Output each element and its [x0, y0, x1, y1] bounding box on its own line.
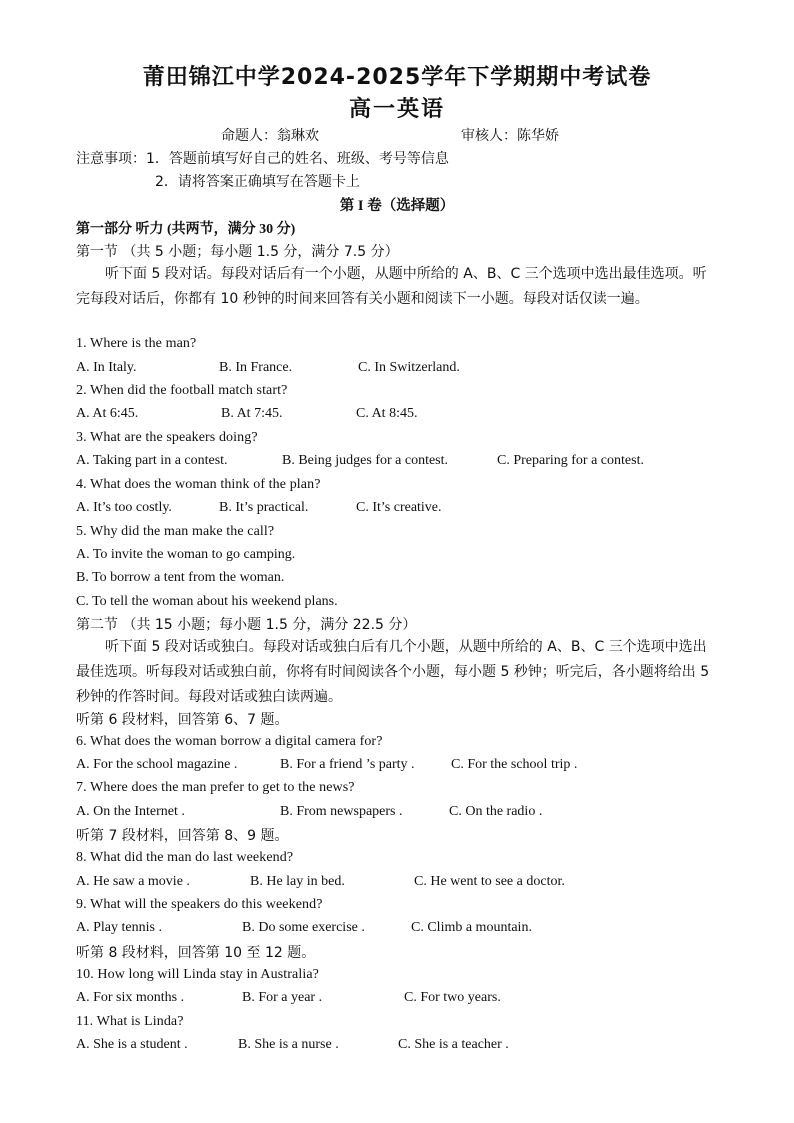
- question-8-option-b: B. He lay in bed.: [250, 874, 345, 889]
- question-2-stem: 2. When did the football match start?: [76, 383, 288, 398]
- question-3-stem: 3. What are the speakers doing?: [76, 430, 258, 445]
- volume-title: 第 I 卷（选择题）: [339, 198, 455, 214]
- question-8-option-a: A. He saw a movie .: [76, 874, 190, 889]
- question-7-option-c: C. On the radio .: [449, 804, 543, 819]
- exam-subject: 高一英语: [348, 97, 445, 122]
- part1-title: 第一部分 听力 (共两节，满分 30 分): [76, 222, 296, 237]
- question-8-stem: 8. What did the man do last weekend?: [76, 850, 294, 865]
- question-1-option-c: C. In Switzerland.: [358, 360, 460, 375]
- question-9-option-a: A. Play tennis .: [76, 920, 162, 935]
- setter-label: 命题人：翁琳欢: [221, 128, 319, 144]
- question-10-option-a: A. For six months .: [76, 990, 185, 1005]
- question-10-option-c: C. For two years.: [404, 990, 501, 1005]
- section2-instructions: 听下面 5 段对话或独白。每段对话或独白后有几个小题，从题中所给的 A、B、C 三个选项中选出最佳选项。听每段对话或独白前，你将有时间阅读各个小题，每小题 5 秒钟；听完后，各小题将给出 5 秒钟的作答时间。每段对话或独白读两遍。: [76, 639, 710, 705]
- exam-title: 莆田锦江中学2024-2025学年下学期期中考试卷: [142, 65, 652, 90]
- question-3-option-b: B. Being judges for a contest.: [282, 453, 449, 468]
- question-6-option-c: C. For the school trip .: [451, 757, 578, 772]
- question-9-stem: 9. What will the speakers do this weekend?: [76, 897, 323, 912]
- question-2-option-c: C. At 8:45.: [356, 406, 418, 421]
- question-1-option-a: A. In Italy.: [76, 360, 137, 375]
- question-4-option-b: B. It’s practical.: [219, 500, 309, 515]
- question-11-option-b: B. She is a nurse .: [238, 1037, 339, 1052]
- question-4-option-a: A. It’s too costly.: [76, 500, 172, 515]
- notice-lead: 注意事项：: [76, 151, 146, 167]
- question-7-option-b: B. From newspapers .: [280, 804, 403, 819]
- question-1-option-b: B. In France.: [219, 360, 293, 375]
- section1-instructions: 听下面 5 段对话。每段对话后有一个小题，从题中所给的 A、B、C 三个选项中选出最佳选项。听完每段对话后，你都有 10 秒钟的时间来回答有关小题和阅读下一小题。每段对话仅读一遍。: [76, 266, 707, 307]
- question-10-stem: 10. How long will Linda stay in Australia?: [76, 967, 319, 982]
- question-11-stem: 11. What is Linda?: [76, 1014, 184, 1029]
- question-3-option-c: C. Preparing for a contest.: [497, 453, 644, 468]
- material-8-note: 听第 8 段材料，回答第 10 至 12 题。: [76, 945, 316, 961]
- question-11-option-c: C. She is a teacher .: [398, 1037, 509, 1052]
- question-10-option-b: B. For a year .: [242, 990, 323, 1005]
- question-3-option-a: A. Taking part in a contest.: [76, 453, 228, 468]
- question-8-option-c: C. He went to see a doctor.: [414, 874, 565, 889]
- question-5-option-c: C. To tell the woman about his weekend plans.: [76, 594, 338, 609]
- section2-title: 第二节 （共 15 小题；每小题 1.5 分，满分 22.5 分）: [76, 617, 417, 633]
- material-7-note: 听第 7 段材料，回答第 8、9 题。: [76, 828, 289, 844]
- section1-title: 第一节 （共 5 小题；每小题 1.5 分，满分 7.5 分）: [76, 244, 399, 260]
- notice-item-1: 1．答题前填写好自己的姓名、班级、考号等信息: [146, 151, 449, 167]
- question-2-option-b: B. At 7:45.: [221, 406, 283, 421]
- question-6-option-a: A. For the school magazine .: [76, 757, 238, 772]
- notice-line-1: [76, 148, 449, 168]
- question-9-option-c: C. Climb a mountain.: [411, 920, 532, 935]
- question-6-option-b: B. For a friend ’s party .: [280, 757, 415, 772]
- question-7-stem: 7. Where does the man prefer to get to the news?: [76, 780, 355, 795]
- question-5-option-b: B. To borrow a tent from the woman.: [76, 570, 285, 585]
- question-4-stem: 4. What does the woman think of the plan?: [76, 477, 321, 492]
- notice-item-2: 2．请将答案正确填写在答题卡上: [155, 174, 360, 190]
- question-5-option-a: A. To invite the woman to go camping.: [76, 547, 296, 562]
- question-6-stem: 6. What does the woman borrow a digital camera for?: [76, 734, 383, 749]
- question-2-option-a: A. At 6:45.: [76, 406, 139, 421]
- question-1-stem: 1. Where is the man?: [76, 336, 197, 351]
- question-7-option-a: A. On the Internet .: [76, 804, 185, 819]
- material-6-note: 听第 6 段材料，回答第 6、7 题。: [76, 712, 289, 728]
- question-11-option-a: A. She is a student .: [76, 1037, 188, 1052]
- question-9-option-b: B. Do some exercise .: [242, 920, 365, 935]
- question-5-stem: 5. Why did the man make the call?: [76, 524, 275, 539]
- reviewer-label: 审核人：陈华娇: [461, 128, 559, 144]
- question-4-option-c: C. It’s creative.: [356, 500, 442, 515]
